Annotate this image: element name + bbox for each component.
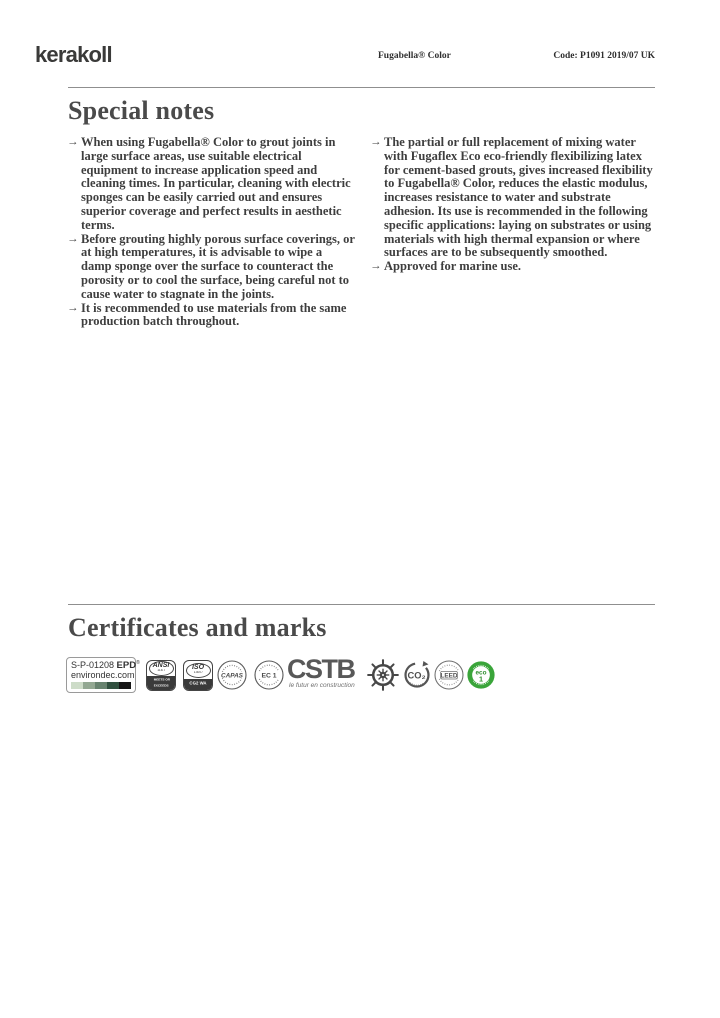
- epd-strip-segment: [95, 682, 107, 689]
- note-item: [68, 136, 355, 233]
- iso-name: ISO: [191, 663, 205, 671]
- ansi-band-line2: EXCEEDS: [153, 684, 169, 688]
- header-divider: [68, 87, 655, 88]
- epd-id: S-P-01208: [71, 660, 115, 670]
- ansi-band-line1: MEETS OR: [153, 678, 171, 682]
- note-text: Approved for marine use.: [384, 259, 522, 274]
- ec1-label: EC 1: [261, 672, 277, 680]
- cstb-logo: [287, 656, 365, 689]
- iso-oval: [186, 663, 211, 678]
- iso-13007-badge: [183, 660, 213, 691]
- eco-rating-number: 1: [478, 674, 484, 684]
- epd-site: environdec.com: [71, 670, 135, 680]
- epd-color-strip: [71, 682, 131, 689]
- leed-label: LEED: [440, 672, 458, 680]
- iso-classification: CG2 WA: [189, 681, 207, 686]
- special-notes-left-column: [68, 136, 355, 329]
- epd-reg-mark: ®: [136, 660, 140, 666]
- certificates-divider: [68, 604, 655, 605]
- note-item: [371, 260, 657, 274]
- note-item: [68, 233, 355, 302]
- epd-badge: [66, 657, 140, 693]
- arrow-bullet-icon: →: [67, 301, 79, 314]
- capas-stamp: [216, 659, 248, 691]
- arrow-bullet-icon: →: [370, 136, 382, 148]
- iso-standard: 13007: [193, 670, 203, 674]
- arrow-bullet-icon: →: [67, 136, 79, 148]
- ship-wheel-icon: [366, 658, 400, 692]
- certificates-row: [0, 654, 720, 700]
- arrow-bullet-icon: →: [67, 232, 79, 245]
- epd-strip-segment: [71, 682, 83, 689]
- cstb-name: CSTB: [287, 654, 355, 684]
- document-title: Fugabella® Color: [378, 51, 451, 61]
- ansi-band: [147, 676, 175, 691]
- ansi-oval-wrap: [147, 661, 175, 676]
- leed-stamp: [433, 659, 465, 691]
- epd-strip-segment: [107, 682, 119, 689]
- iso-oval-wrap: [184, 661, 212, 679]
- ansi-name: ANSI: [152, 662, 170, 669]
- kerakoll-logo: kerakoll: [35, 42, 112, 67]
- certificates-title: Certificates and marks: [68, 613, 327, 642]
- eco-label: eco: [475, 669, 487, 677]
- epd-strip-segment: [119, 682, 131, 689]
- emicode-ec1-stamp: [253, 659, 285, 691]
- ansi-standard: 118.7: [156, 669, 166, 673]
- arrow-bullet-icon: →: [370, 260, 382, 273]
- special-notes-right-column: [371, 136, 657, 274]
- eco-rating-badge: [464, 658, 498, 692]
- epd-strip-segment: [83, 682, 95, 689]
- note-item: [371, 136, 657, 260]
- note-text: It is recommended to use materials from the same production batch throughout.: [81, 300, 347, 329]
- note-text: The partial or full replacement of mixing water with Fugaflex Eco eco-friendly flexibilizing latex for cement-based grouts, gives increased flexibility to Fugabella® Color, reduces the elastic modulus, increases resistance to water and substrate adhesion. Its use is recommended in the following specific applications: laying on substrates or using materials with high thermal expansion or where surfaces are to be subsequently smoothed.: [384, 135, 653, 260]
- co2-label: CO₂: [407, 670, 426, 681]
- epd-label: EPD: [116, 660, 137, 671]
- capas-label: CAPAS: [221, 672, 243, 680]
- note-text: When using Fugabella® Color to grout joints in large surface areas, use suitable electrical equipment to increase application speed and cleaning times. In particular, cleaning with electric sponges can be easily carried out and ensures superior coverage and perfect results in aesthetic terms.: [81, 135, 351, 232]
- note-item: [68, 302, 355, 330]
- note-text: Before grouting highly porous surface coverings, or at high temperatures, it is advisable to wipe a damp sponge over the surface to counteract the porosity or to cool the surface, being careful not to cause water to stagnate in the joints.: [81, 231, 355, 301]
- cstb-tagline: le futur en construction: [289, 682, 355, 689]
- special-notes-title: Special notes: [68, 96, 215, 125]
- iso-band: [184, 679, 212, 690]
- ansi-118-7-badge: [146, 660, 176, 691]
- co2-footprint-icon: [400, 658, 434, 692]
- document-code: Code: P1091 2019/07 UK: [553, 51, 655, 61]
- ansi-oval: [149, 661, 174, 676]
